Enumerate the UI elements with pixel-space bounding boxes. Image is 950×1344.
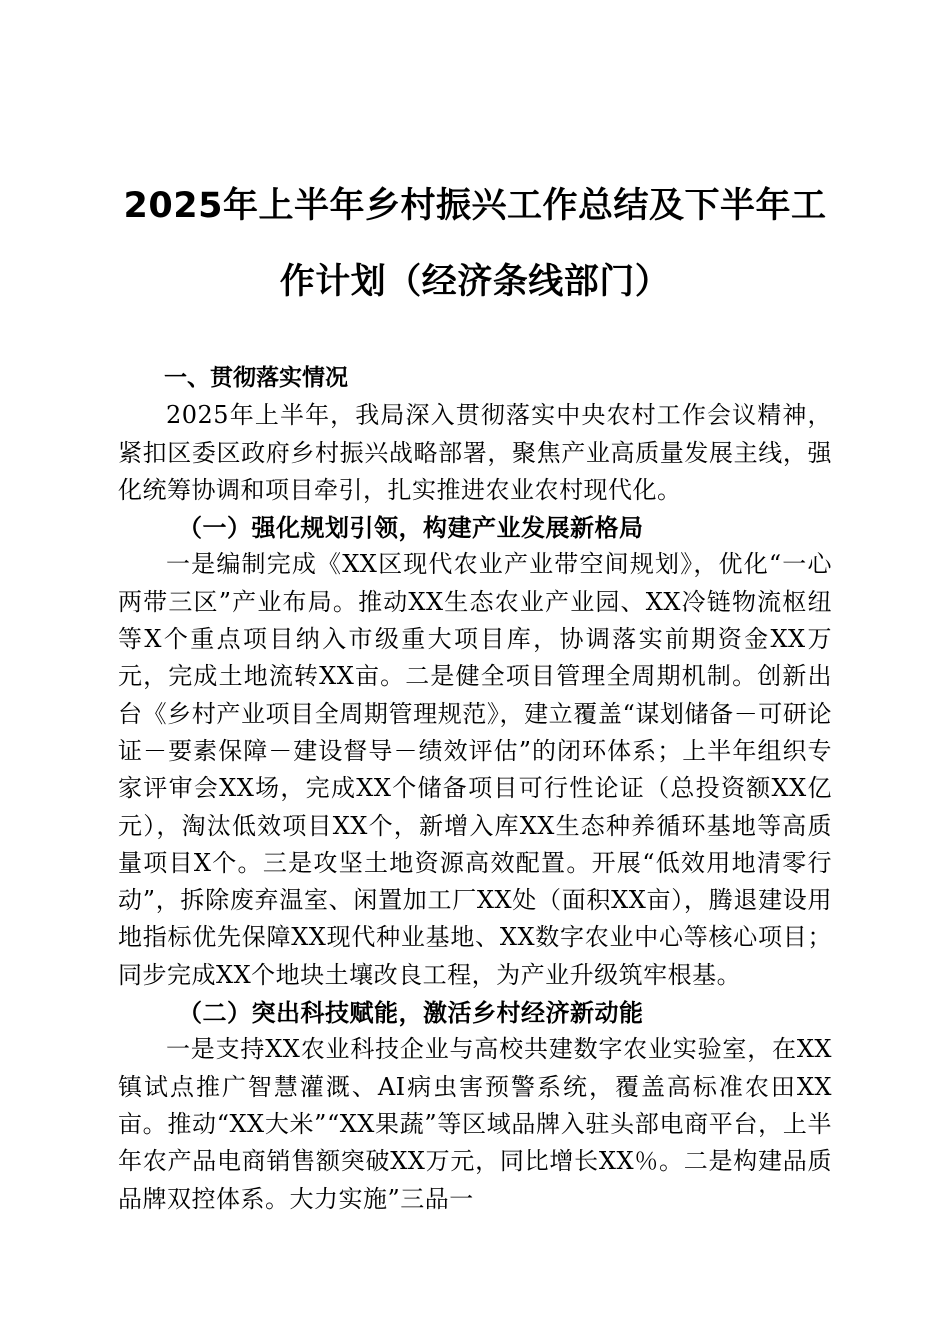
subsection-2-paragraph: 一是支持XX农业科技企业与高校共建数字农业实验室，在XX镇试点推广智慧灌溉、AI病虫害预警系统，覆盖高标准农田XX亩。推动“XX大米”“XX果蔬”等区域品牌入驻头部电商平台，上半年农产品电商销售额突破XX万元，同比增长XX％。二是构建品质品牌双控体系。大力实施”三品一	[118, 1035, 832, 1213]
title-line-2: 作计划（经济条线部门）	[279, 262, 671, 302]
subsection-heading-2: （二）突出科技赋能，激活乡村经济新动能	[178, 998, 644, 1028]
subsection-1-paragraph: 一是编制完成《XX区现代农业产业带空间规划》，优化“一心两带三区”产业布局。推动XX生态农业产业园、XX冷链物流枢纽等X个重点项目纳入市级重大项目库，协调落实前期资金XX万元，完成土地流转XX亩。二是健全项目管理全周期机制。创新出台《乡村产业项目全周期管理规范》，建立覆盖“谋划储备－可研论证－要素保障－建设督导－绩效评估”的闭环体系；上半年组织专家评审会XX场，完成XX个储备项目可行性论证（总投资额XX亿元），淘汰低效项目XX个，新增入库XX生态种养循环基地等高质量项目X个。三是攻坚土地资源高效配置。开展“低效用地清零行动”，拆除废弃温室、闲置加工厂XX处（面积XX亩），腾退建设用地指标优先保障XX现代种业基地、XX数字农业中心等核心项目；同步完成XX个地块土壤改良工程，为产业升级筑牢根基。	[118, 550, 832, 989]
title-line-1: 2025年上半年乡村振兴工作总结及下半年工	[123, 186, 827, 226]
document-body	[118, 360, 832, 1218]
section-heading-1: 一、贯彻落实情况	[164, 365, 348, 391]
subsection-heading-1: （一）强化规划引领，构建产业发展新格局	[178, 513, 644, 543]
intro-paragraph: 2025年上半年，我局深入贯彻落实中央农村工作会议精神，紧扣区委区政府乡村振兴战略部署，聚焦产业高质量发展主线，强化统筹协调和项目牵引，扎实推进农业农村现代化。	[118, 401, 832, 504]
document-title	[118, 168, 832, 320]
